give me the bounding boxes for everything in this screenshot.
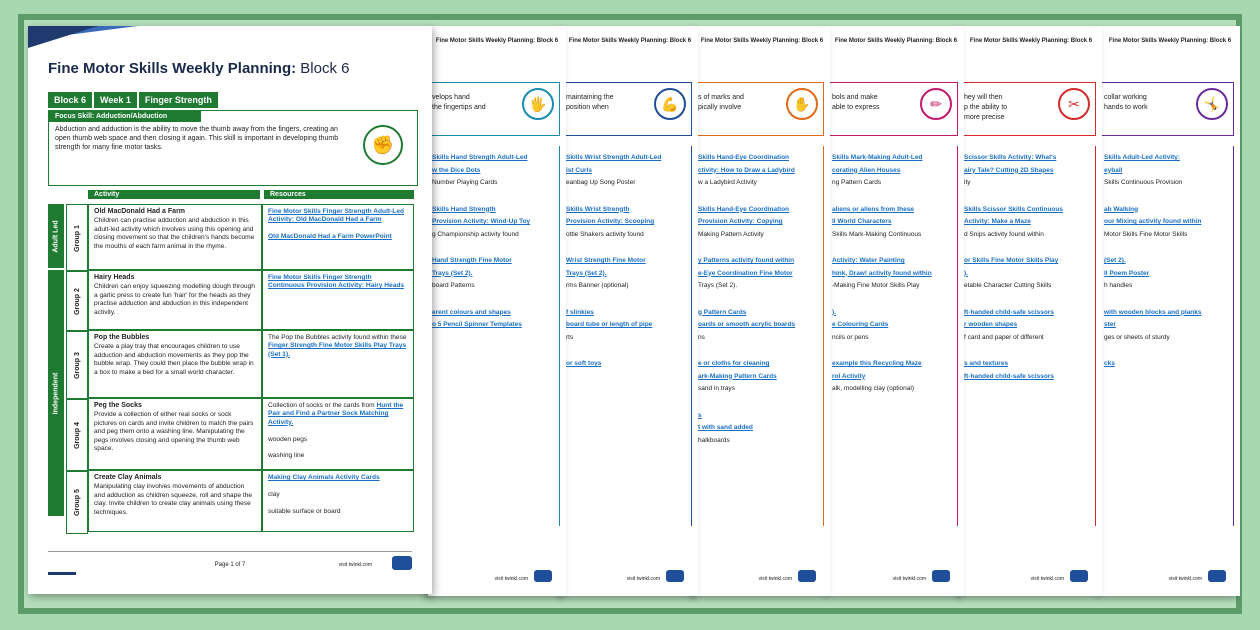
list-item[interactable]: ft-handed child-safe scissors xyxy=(964,372,1054,380)
list-item[interactable]: e-Eye Coordination Fine Motor xyxy=(698,269,793,277)
corner-decoration-dark xyxy=(28,26,98,48)
group-label: Group 2 xyxy=(66,270,88,332)
background-page xyxy=(562,26,698,596)
visit-link[interactable]: visit twinkl.com xyxy=(892,576,926,582)
quality-badge-icon xyxy=(392,556,412,570)
resource-text: suitable surface or board xyxy=(268,507,341,515)
resource-link[interactable]: Hunt the Pair and Find a Partner Sock Matching Activity. xyxy=(268,402,404,426)
list-item[interactable]: e Colouring Cards xyxy=(832,321,889,328)
list-item[interactable]: ab Walking xyxy=(1104,205,1139,213)
list-item[interactable]: Skills Hand Strength Adult-Led xyxy=(432,154,528,161)
quality-badge-icon xyxy=(798,570,816,582)
side-label-independent: Independent xyxy=(48,270,64,516)
side-label-adult-led: Adult Led xyxy=(48,204,64,268)
intro-text: hey will then p the ability to more precise xyxy=(964,94,1008,121)
list-item[interactable]: Skills Mark-Making Adult-Led xyxy=(832,154,923,161)
list-item[interactable]: Skills Adult-Led Activity: xyxy=(1104,154,1181,161)
page-header-title: Fine Motor Skills Weekly Planning: Block 6 xyxy=(568,38,692,44)
list-item: Skills Mark-Making Continuous xyxy=(832,230,922,238)
quality-badge-icon xyxy=(666,570,684,582)
intro-text: s of marks and pically involve xyxy=(698,94,744,111)
list-item: -Making Fine Motor Skills Play xyxy=(832,282,920,289)
activity-description: Provide a collection of either real socks or sock pictures on cards and invite children to match the pairs and peg them onto a washing line. Manipulating the pegs involves closing and opening the thumb web space. xyxy=(94,411,254,453)
skill-icon: 💪 xyxy=(654,88,686,120)
activity-cell xyxy=(88,204,262,270)
skill-icon: 🖐 xyxy=(522,88,554,120)
page-number: Page 1 of 7 xyxy=(214,562,246,568)
page-title: Fine Motor Skills Weekly Planning: Block 6 xyxy=(48,60,350,77)
visit-link[interactable]: visit twinkl.com xyxy=(1168,576,1202,582)
page-header-title: Fine Motor Skills Weekly Planning: Block 6 xyxy=(834,38,958,44)
table-border xyxy=(559,146,560,526)
list-item: rts xyxy=(566,333,574,341)
list-item[interactable]: s xyxy=(698,411,702,419)
list-item[interactable]: rol Activity xyxy=(832,372,866,380)
page-header-title: Fine Motor Skills Weekly Planning: Block 6 xyxy=(700,38,824,44)
list-item: Skills Continuous Provision xyxy=(1104,179,1183,186)
list-item[interactable]: cks xyxy=(1104,360,1115,367)
tag-block: Block 6 xyxy=(48,92,92,108)
list-item[interactable]: g Pattern Cards xyxy=(698,308,747,316)
list-item: halkboards xyxy=(698,436,730,444)
list-item[interactable]: Activity: Make a Maze xyxy=(964,218,1031,225)
resource-cell xyxy=(262,470,414,532)
list-item[interactable]: Skills Scissor Skills Continuous xyxy=(964,205,1063,213)
skill-icon: ✋ xyxy=(786,88,818,120)
group-label: Group 4 xyxy=(66,398,88,472)
activity-title: Pop the Bubbles xyxy=(94,334,150,341)
list-item[interactable]: r wooden shapes xyxy=(964,321,1018,328)
resource-column xyxy=(432,154,556,334)
visit-link[interactable]: visit twinkl.com xyxy=(758,576,792,582)
visit-link[interactable]: visit twinkl.com xyxy=(626,576,660,582)
resource-text: Collection of socks or the cards from xyxy=(268,402,377,409)
list-item: rms Banner (optional) xyxy=(566,282,629,289)
activity-title: Create Clay Animals xyxy=(94,474,162,481)
resource-column xyxy=(964,154,1092,385)
list-item[interactable]: airy Tale? Cutting 2D Shapes xyxy=(964,166,1054,174)
list-item[interactable]: Wrist Strength Fine Motor xyxy=(566,257,646,264)
col-header-activity: Activity xyxy=(88,190,260,199)
list-item[interactable]: w the Dice Dots xyxy=(432,166,481,174)
list-item: ncils or pens xyxy=(832,333,869,341)
group-label: Group 5 xyxy=(66,470,88,534)
list-item: Making Pattern Activity xyxy=(698,230,764,238)
intro-text: bols and make able to express xyxy=(832,94,880,111)
activity-description: Create a play tray that encourages children to use adduction and abduction movements as they pop the bubble wrap. They could then place the bubble wrap in a box to make a bed for a small world character. xyxy=(94,343,254,376)
intro-text: collar working hands to work xyxy=(1104,94,1148,111)
activity-cell xyxy=(88,330,262,398)
list-item[interactable]: Skills Hand-Eye Coordination xyxy=(698,154,790,161)
background-page xyxy=(1100,26,1240,596)
list-item[interactable]: Skills Hand Strength xyxy=(432,205,496,213)
list-item[interactable]: Skills Wrist Strength Adult-Led xyxy=(566,154,662,161)
resource-cell xyxy=(262,398,414,470)
col-header-resources: Resources xyxy=(264,190,414,199)
activity-title: Old MacDonald Had a Farm xyxy=(94,208,186,215)
list-item: f card and paper of different xyxy=(964,333,1044,341)
list-item[interactable]: ll World Characters xyxy=(832,218,892,225)
activity-title: Peg the Socks xyxy=(94,402,142,409)
activity-cell xyxy=(88,470,262,532)
list-item[interactable]: o 5 Pencil Spinner Templates xyxy=(432,321,522,328)
list-item: eanbag Up Song Poster xyxy=(566,179,636,186)
page-header-title: Fine Motor Skills Weekly Planning: Block 6 xyxy=(435,38,559,44)
list-item[interactable]: ark-Making Pattern Cards xyxy=(698,372,777,380)
skill-icon: 🤸 xyxy=(1196,88,1228,120)
list-item: etable Character Cutting Skills xyxy=(964,282,1052,289)
list-item[interactable]: ). xyxy=(964,269,968,277)
list-item[interactable]: oards or smooth acrylic boards xyxy=(698,321,796,328)
resource-column xyxy=(832,154,954,412)
list-item[interactable]: Provision Activity: Scooping xyxy=(566,218,655,225)
list-item: Number Playing Cards xyxy=(432,179,498,186)
list-item[interactable]: ster xyxy=(1104,321,1116,328)
page-footer xyxy=(48,551,412,576)
group-label: Group 3 xyxy=(66,330,88,400)
list-item[interactable]: t with sand added xyxy=(698,424,753,431)
list-item: w a Ladybird Activity xyxy=(698,179,757,186)
resource-text: The Pop the Bubbles activity found within these xyxy=(268,334,407,341)
list-item[interactable]: aliens or aliens from these xyxy=(832,205,915,213)
table-border xyxy=(957,146,958,526)
list-item[interactable]: Skills Hand-Eye Coordination xyxy=(698,205,790,213)
resource-link[interactable]: Making Clay Animals Activity Cards xyxy=(268,474,380,481)
background-page xyxy=(960,26,1102,596)
background-page xyxy=(428,26,566,596)
resource-cell xyxy=(262,270,414,330)
list-item[interactable]: y Patterns activity found within xyxy=(698,257,795,264)
background-page xyxy=(694,26,830,596)
focus-heading: Focus Skill: Adduction/Abduction xyxy=(49,111,201,122)
list-item[interactable]: s and textures xyxy=(964,360,1009,367)
resource-cell xyxy=(262,330,414,398)
background-page xyxy=(828,26,964,596)
list-item[interactable]: e or cloths for cleaning xyxy=(698,360,770,367)
resource-link[interactable]: Finger Strength Fine Motor Skills Play Trays (Set 1). xyxy=(268,342,407,358)
list-item[interactable]: or soft toys xyxy=(566,360,602,367)
list-item: g Championship activity found xyxy=(432,230,519,238)
list-item[interactable]: Provision Activity: Copying xyxy=(698,218,783,225)
resource-link[interactable]: Fine Motor Skills Finger Strength Continuous Provision Activity: Hairy Heads xyxy=(268,274,405,290)
group-label: Group 1 xyxy=(66,204,88,272)
visit-link[interactable]: visit twinkl.com xyxy=(338,562,372,568)
activity-cell xyxy=(88,398,262,470)
hand-strength-icon: ✊ xyxy=(363,125,403,165)
table-border xyxy=(1095,146,1096,526)
list-item[interactable]: our Mixing activity found within xyxy=(1104,218,1202,225)
list-item: ottle Shakers activity found xyxy=(566,230,644,238)
intro-text: velops hand the fingertips and xyxy=(432,94,486,111)
list-item[interactable]: or Skills Fine Motor Skills Play xyxy=(964,257,1059,264)
skill-icon: ✂ xyxy=(1058,88,1090,120)
activity-description: Children can enjoy squeezing modelling dough through a garlic press to create fun 'hair' for the heads as they practise adduction and abduction in this independent activity. xyxy=(94,283,255,316)
list-item[interactable]: (Set 2). xyxy=(1104,257,1126,264)
table-border xyxy=(823,146,824,526)
activity-description: Children can practise adduction and abduction in this adult-led activity which involves using this opening and closing movement so that the children's hands become the mouths of each farm animal in the rhyme. xyxy=(94,217,255,250)
visit-link[interactable]: visit twinkl.com xyxy=(494,576,528,582)
page-header-title: Fine Motor Skills Weekly Planning: Block 6 xyxy=(969,38,1093,44)
visit-link[interactable]: visit twinkl.com xyxy=(1030,576,1064,582)
list-item: ity xyxy=(964,179,971,186)
list-item[interactable]: with wooden blocks and planks xyxy=(1104,308,1202,316)
activity-description: Manipulating clay involves movements of abduction and adduction as children squeeze, roll and shape the clay. Invite children to create clay animals using these techniques. xyxy=(94,483,252,516)
quality-badge-icon xyxy=(534,570,552,582)
list-item[interactable]: Provision Activity: Wind-Up Toy xyxy=(432,218,531,225)
page-header-title: Fine Motor Skills Weekly Planning: Block 6 xyxy=(1108,38,1232,44)
list-item[interactable]: eyball xyxy=(1104,166,1123,174)
list-item[interactable]: erent colours and shapes xyxy=(432,308,511,316)
quality-badge-icon xyxy=(932,570,950,582)
list-item[interactable]: board tube or length of pipe xyxy=(566,321,653,328)
resource-link[interactable]: Fine Motor Skills Finger Strength Adult-Led Activity: Old MacDonald Had a Farm xyxy=(268,208,405,224)
quality-badge-icon xyxy=(1070,570,1088,582)
list-item: h handles xyxy=(1104,282,1133,289)
list-item[interactable]: Hand Strength Fine Motor xyxy=(432,257,512,264)
resource-column xyxy=(566,154,688,373)
list-item[interactable]: ist Curls xyxy=(566,166,593,174)
list-item[interactable]: ft-handed child-safe scissors xyxy=(964,308,1054,316)
list-item: Trays (Set 2). xyxy=(698,282,738,289)
tag-week: Week 1 xyxy=(94,92,137,108)
list-item: alk, modelling clay (optional) xyxy=(832,385,915,392)
list-item: sand in trays xyxy=(698,385,735,392)
list-item[interactable]: Activity: Water Painting xyxy=(832,257,905,264)
resource-column xyxy=(698,154,820,463)
resource-text: washing line xyxy=(268,452,305,460)
list-item[interactable]: Trays (Set 2). xyxy=(432,269,473,277)
tag-skill: Finger Strength xyxy=(139,92,218,108)
list-item: ges or sheets of sturdy xyxy=(1104,333,1170,341)
skill-icon: ✏ xyxy=(920,88,952,120)
activity-title: Hairy Heads xyxy=(94,274,135,281)
list-item[interactable]: Skills Wrist Strength xyxy=(566,205,630,213)
table-border xyxy=(1233,146,1234,526)
list-item[interactable]: ). xyxy=(832,308,836,316)
list-item[interactable]: ctivity: How to Draw a Ladybird xyxy=(698,166,795,174)
resource-column xyxy=(1104,154,1230,373)
list-item: Motor Skills Fine Motor Skills xyxy=(1104,230,1188,238)
focus-text: Abduction and adduction is the ability to move the thumb away from the fingers, creating an open thumb web space and then closing it again. This skill is important in developing thumb strength for many fine motor tasks. xyxy=(55,126,339,151)
resource-link[interactable]: Old MacDonald Had a Farm PowerPoint xyxy=(268,233,392,241)
quality-badge-icon xyxy=(1208,570,1226,582)
list-item: d Snips activity found within xyxy=(964,230,1044,238)
activity-cell xyxy=(88,270,262,330)
resource-cell xyxy=(262,204,414,270)
list-item[interactable]: corating Alien Houses xyxy=(832,166,901,174)
table-border xyxy=(691,146,692,526)
resource-text: clay xyxy=(268,490,280,498)
front-page xyxy=(28,26,432,594)
intro-text: maintaining the position when xyxy=(566,94,614,111)
list-item[interactable]: Scissor Skills Activity: What's xyxy=(964,154,1057,161)
list-item: ng Pattern Cards xyxy=(832,179,882,186)
tag-row xyxy=(48,92,218,108)
resource-text: wooden pegs xyxy=(268,435,308,443)
list-item: board Patterns xyxy=(432,282,475,289)
list-item[interactable]: Trays (Set 2). xyxy=(566,269,607,277)
list-item[interactable]: example this Recycling Maze xyxy=(832,360,922,367)
list-item[interactable]: f slinkies xyxy=(566,308,594,316)
list-item: ns xyxy=(698,333,705,341)
activity-table xyxy=(48,190,414,520)
list-item[interactable]: hink, Draw! activity found within xyxy=(832,269,932,277)
focus-box xyxy=(48,110,418,186)
list-item[interactable]: ll Poem Poster xyxy=(1104,269,1150,277)
